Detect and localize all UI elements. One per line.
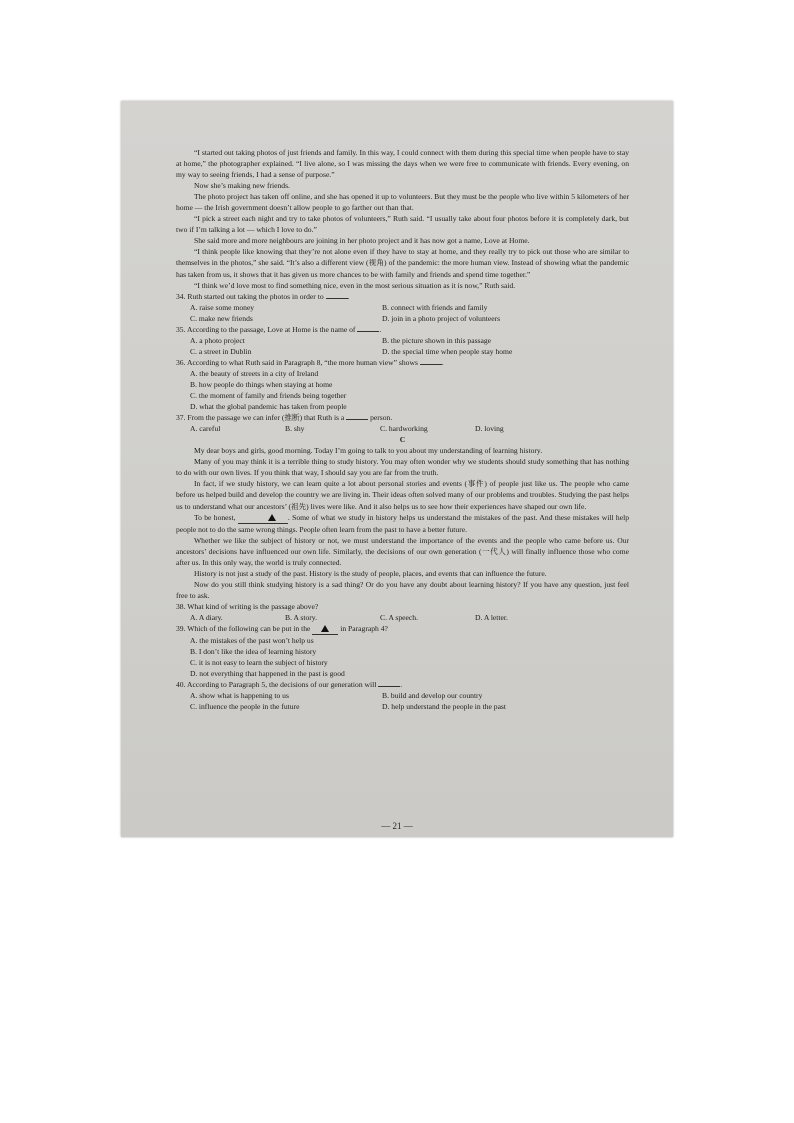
answer-blank <box>420 364 442 365</box>
question-38: 38. What kind of writing is the passage above? <box>176 601 319 611</box>
paragraph: My dear boys and girls, good morning. Today I’m going to talk to you about my understanding of learning history. <box>194 446 543 456</box>
options-40: A. show what is happening to us B. build and develop our country <box>190 691 483 701</box>
answer-blank <box>312 623 338 635</box>
paragraph: “I think we’d love most to find something nice, even in the most serious situation as it is now,” Ruth said. <box>194 280 516 290</box>
options-37: A. careful B. shy C. hardworking D. loving <box>190 424 504 434</box>
paragraph-4: To be honest, . Some of what we study in history helps us understand the mistakes of the past. And these mistakes will help people not to do the same wrong things. People often learn from the past to have a better future. <box>176 512 629 534</box>
options-35: A. a photo project B. the picture shown in this passage <box>190 335 492 345</box>
option: A. the mistakes of the past won’t help us <box>190 636 314 646</box>
answer-blank <box>378 686 400 687</box>
question-36: 36. According to what Ruth said in Paragraph 8, “the more human view” shows . <box>176 357 444 367</box>
paragraph: Now she’s making new friends. <box>194 181 290 191</box>
option: B. I don’t like the idea of learning history <box>190 647 317 657</box>
paragraph: History is not just a study of the past. History is the study of people, places, and events that can influence the future. <box>194 568 547 578</box>
triangle-icon <box>321 625 329 632</box>
options-34b: C. make new friends D. join in a photo project of volunteers <box>190 313 501 323</box>
question-40: 40. According to Paragraph 5, the decisions of our generation will . <box>176 680 403 690</box>
question-37: 37. From the passage we can infer (推断) that Ruth is a person. <box>176 413 393 423</box>
question-39: 39. Which of the following can be put in the in Paragraph 4? <box>176 623 629 635</box>
option: B. how people do things when staying at home <box>190 379 333 389</box>
option: D. what the global pandemic has taken from people <box>190 402 347 412</box>
answer-blank <box>326 298 348 299</box>
paragraph: Now do you still think studying history is a sad thing? Or do you have any doubt about learning history? If you have any question, just feel free to ask. <box>176 579 629 600</box>
paragraph: In fact, if we study history, we can learn quite a lot about personal stories and events (事件) of people just like us. The people who came before us helped build and develop the country we are living in. Their ideas often solved many of our problems and troubles. Studying the past helps us to understand what our ancestors’ (祖先) lives were like. And it also helps us to see how their experiences have shaped our own life. <box>176 479 629 511</box>
paragraph: Many of you may think it is a terrible thing to study history. You may often wonder why we students should study something that has nothing to do with our own lives. If you think that way, I should say you are far from the truth. <box>176 457 629 478</box>
paragraph: The photo project has taken off online, and she has opened it up to volunteers. But they must be the people who live within 5 kilometers of her home — the Irish government doesn’t allow people to go farther out than that. <box>176 192 629 213</box>
options-38: A. A diary. B. A story. C. A speech. D. A letter. <box>190 612 508 622</box>
section-c-label: C <box>399 435 406 445</box>
option: C. the moment of family and friends being together <box>190 391 347 401</box>
triangle-icon <box>268 514 276 521</box>
answer-blank <box>238 512 288 524</box>
paragraph: “I think people like knowing that they’re not alone even if they have to stay at home, and they really try to pick out those who are similar to themselves in the photos,” she said. “It’s also a different view (视角) of the pandemic: the more human view. Instead of showing what the pandemic has taken from us, it shows that it has given us more chances to be with family and friends and spend time together.” <box>176 247 629 279</box>
option: D. not everything that happened in the past is good <box>190 669 345 679</box>
options-34: A. raise some money B. connect with friends and family <box>190 302 488 312</box>
scanned-page <box>121 101 673 837</box>
question-34: 34. Ruth started out taking the photos in order to . <box>176 291 350 301</box>
paragraph: “I pick a street each night and try to take photos of volunteers,” Ruth said. “I usually take about four photos before it is completely dark, but two if I’m talking a lot — which I love to do.” <box>176 214 629 235</box>
paragraph: “I started out taking photos of just friends and family. In this way, I could connect with them during this special time when people have to stay at home,” the photographer explained. “I live alone, so I was missing the days when we were free to communicate with friends. Every evening, on my way to seeing friends, I had a sense of purpose.” <box>176 148 629 180</box>
paragraph: Whether we like the subject of history or not, we must understand the importance of the events and the people who came before us. Our ancestors’ decisions have influenced our own life. Similarly, the decisions of our own generation (一代人) will finally influence those who come after us. In this only way, the world is truly connected. <box>176 535 629 567</box>
options-40b: C. influence the people in the future D. help understand the people in the past <box>190 702 506 712</box>
answer-blank <box>346 419 368 420</box>
option: C. it is not easy to learn the subject of history <box>190 658 328 668</box>
question-35: 35. According to the passage, Love at Home is the name of . <box>176 324 382 334</box>
page-content <box>176 147 629 712</box>
paragraph: She said more and more neighbours are joining in her photo project and it has now got a name, Love at Home. <box>194 236 530 246</box>
option: A. the beauty of streets in a city of Ireland <box>190 368 319 378</box>
answer-blank <box>357 331 379 332</box>
page-number: — 21 — <box>381 821 413 831</box>
options-35b: C. a street in Dublin D. the special time when people stay home <box>190 346 513 356</box>
